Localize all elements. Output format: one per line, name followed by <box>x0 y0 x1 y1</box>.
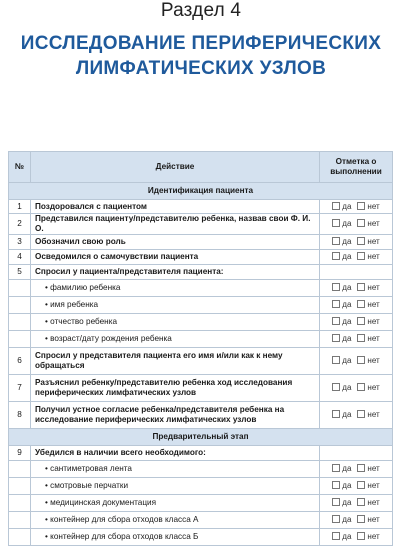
row-mark <box>320 235 393 250</box>
checkbox-yes-label: да <box>342 201 352 211</box>
checkbox-no-label: нет <box>367 410 380 419</box>
row-subitem: • возраст/дату рождения ребенка <box>31 331 320 348</box>
table-row <box>9 478 393 495</box>
table-row <box>9 214 393 235</box>
checkbox-no[interactable] <box>357 410 365 418</box>
checkbox-no-label: нет <box>367 498 380 507</box>
table-row <box>9 529 393 546</box>
header-mark: Отметка о выполнении <box>320 152 393 183</box>
table-row <box>9 461 393 478</box>
row-action: Представился пациенту/представителю ребенка, назвав свои Ф. И. О. <box>31 214 320 235</box>
table-row <box>9 297 393 314</box>
checkbox-no[interactable] <box>357 334 365 342</box>
row-mark <box>320 265 393 280</box>
row-action: Обозначил свою роль <box>31 235 320 250</box>
row-number: 6 <box>9 348 31 375</box>
checkbox-no-label: нет <box>367 237 380 246</box>
checkbox-yes[interactable] <box>332 464 340 472</box>
checkbox-yes[interactable] <box>332 202 340 210</box>
table-row <box>9 331 393 348</box>
row-mark <box>320 461 393 478</box>
checkbox-no[interactable] <box>357 464 365 472</box>
row-subitem: • сантиметровая лента <box>31 461 320 478</box>
row-number: 5 <box>9 265 31 280</box>
group-header-row <box>9 183 393 200</box>
checkbox-no-label: нет <box>367 515 380 524</box>
checkbox-yes[interactable] <box>332 515 340 523</box>
table-row <box>9 200 393 214</box>
table-row <box>9 375 393 402</box>
group-header-identification: Идентификация пациента <box>9 183 393 200</box>
checkbox-no-label: нет <box>367 464 380 473</box>
checkbox-no-label: нет <box>367 532 380 541</box>
row-number <box>9 478 31 495</box>
checkbox-no[interactable] <box>357 515 365 523</box>
checkbox-yes-label: да <box>342 334 352 343</box>
row-action: Получил устное согласие ребенка/представителя ребенка на исследование периферических лимфатических узлов <box>31 402 320 429</box>
row-mark <box>320 375 393 402</box>
checkbox-no-label: нет <box>367 300 380 309</box>
group-header-row <box>9 429 393 446</box>
table-body <box>9 183 393 546</box>
group-header-preparation: Предварительный этап <box>9 429 393 446</box>
checkbox-yes-label: да <box>342 383 352 392</box>
row-mark <box>320 214 393 235</box>
row-subitem: • имя ребенка <box>31 297 320 314</box>
checkbox-no-label: нет <box>367 334 380 343</box>
checkbox-no[interactable] <box>357 219 365 227</box>
table-header-row <box>9 152 393 183</box>
checkbox-no-label: нет <box>367 219 380 228</box>
checkbox-no[interactable] <box>357 317 365 325</box>
row-mark <box>320 280 393 297</box>
checkbox-yes-label: да <box>342 252 352 261</box>
table-row <box>9 235 393 250</box>
checkbox-yes-label: да <box>342 237 352 246</box>
checkbox-yes-label: да <box>342 219 352 228</box>
checkbox-no[interactable] <box>357 481 365 489</box>
checklist-table <box>8 151 393 546</box>
checkbox-no[interactable] <box>357 383 365 391</box>
checkbox-yes[interactable] <box>332 383 340 391</box>
header-action: Действие <box>31 152 320 183</box>
table-row <box>9 446 393 461</box>
row-number: 7 <box>9 375 31 402</box>
row-number <box>9 461 31 478</box>
checkbox-yes-label: да <box>342 300 352 309</box>
checkbox-yes-label: да <box>342 410 352 419</box>
row-subitem: • контейнер для сбора отходов класса Б <box>31 529 320 546</box>
row-mark <box>320 446 393 461</box>
checkbox-yes-label: да <box>342 317 352 326</box>
checkbox-yes[interactable] <box>332 481 340 489</box>
row-mark <box>320 331 393 348</box>
row-number: 8 <box>9 402 31 429</box>
row-number <box>9 512 31 529</box>
row-mark <box>320 402 393 429</box>
row-mark <box>320 495 393 512</box>
table-row <box>9 402 393 429</box>
checkbox-yes-label: да <box>342 283 352 292</box>
row-mark <box>320 200 393 214</box>
table-row <box>9 314 393 331</box>
checkbox-no-label: нет <box>367 283 380 292</box>
row-number <box>9 280 31 297</box>
title-line-1: ИССЛЕДОВАНИЕ ПЕРИФЕРИЧЕСКИХ <box>20 33 382 54</box>
row-subitem: • контейнер для сбора отходов класса А <box>31 512 320 529</box>
row-mark <box>320 314 393 331</box>
checkbox-no-label: нет <box>367 252 380 261</box>
row-number: 1 <box>9 200 31 214</box>
checkbox-yes-label: да <box>342 515 352 524</box>
row-action: Поздоровался с пациентом <box>31 200 320 214</box>
checkbox-yes-label: да <box>342 498 352 507</box>
row-action: Спросил у представителя пациента его имя и/или как к нему обращаться <box>31 348 320 375</box>
row-number <box>9 314 31 331</box>
row-mark <box>320 478 393 495</box>
header-num: № <box>9 152 31 183</box>
checkbox-yes[interactable] <box>332 410 340 418</box>
row-mark <box>320 529 393 546</box>
checkbox-yes[interactable] <box>332 334 340 342</box>
checkbox-no[interactable] <box>357 300 365 308</box>
checkbox-no[interactable] <box>357 498 365 506</box>
checkbox-no[interactable] <box>357 252 365 260</box>
section-label: Раздел 4 <box>160 0 242 21</box>
checkbox-yes[interactable] <box>332 317 340 325</box>
checkbox-yes[interactable] <box>332 532 340 540</box>
row-number <box>9 297 31 314</box>
checkbox-yes-label: да <box>342 464 352 473</box>
row-number <box>9 495 31 512</box>
page-title <box>0 31 402 81</box>
checkbox-yes[interactable] <box>332 300 340 308</box>
table-row <box>9 512 393 529</box>
row-action: Спросил у пациента/представителя пациента: <box>31 265 320 280</box>
checkbox-no[interactable] <box>357 356 365 364</box>
row-action: Разъяснил ребенку/представителю ребенка ход исследования периферических лимфатических узлов <box>31 375 320 402</box>
row-subitem: • медицинская документация <box>31 495 320 512</box>
checkbox-yes-label: да <box>342 481 352 490</box>
checkbox-yes[interactable] <box>332 237 340 245</box>
row-number: 3 <box>9 235 31 250</box>
checkbox-yes[interactable] <box>332 252 340 260</box>
table-row <box>9 348 393 375</box>
row-number: 9 <box>9 446 31 461</box>
row-mark <box>320 348 393 375</box>
row-subitem: • отчество ребенка <box>31 314 320 331</box>
row-action: Осведомился о самочувствии пациента <box>31 250 320 265</box>
row-action: Убедился в наличии всего необходимого: <box>31 446 320 461</box>
checkbox-yes[interactable] <box>332 498 340 506</box>
checkbox-yes[interactable] <box>332 356 340 364</box>
row-number <box>9 331 31 348</box>
row-number: 2 <box>9 214 31 235</box>
checkbox-no-label: нет <box>367 317 380 326</box>
checkbox-yes-label: да <box>342 532 352 541</box>
checkbox-no-label: нет <box>367 356 380 365</box>
checkbox-no[interactable] <box>357 283 365 291</box>
checkbox-yes[interactable] <box>332 219 340 227</box>
checkbox-yes-label: да <box>342 356 352 365</box>
title-line-2: ЛИМФАТИЧЕСКИХ УЗЛОВ <box>75 58 327 79</box>
row-mark <box>320 250 393 265</box>
checkbox-no-label: нет <box>367 481 380 490</box>
table-row <box>9 265 393 280</box>
checkbox-yes[interactable] <box>332 283 340 291</box>
row-subitem: • смотровые перчатки <box>31 478 320 495</box>
checkbox-no[interactable] <box>357 202 365 210</box>
checkbox-no-label: нет <box>367 201 380 211</box>
table-row <box>9 495 393 512</box>
row-number <box>9 529 31 546</box>
checkbox-no-label: нет <box>367 383 380 392</box>
table-row <box>9 250 393 265</box>
row-subitem: • фамилию ребенка <box>31 280 320 297</box>
row-mark <box>320 512 393 529</box>
row-mark <box>320 297 393 314</box>
row-number: 4 <box>9 250 31 265</box>
checkbox-no[interactable] <box>357 237 365 245</box>
checkbox-no[interactable] <box>357 532 365 540</box>
table-row <box>9 280 393 297</box>
